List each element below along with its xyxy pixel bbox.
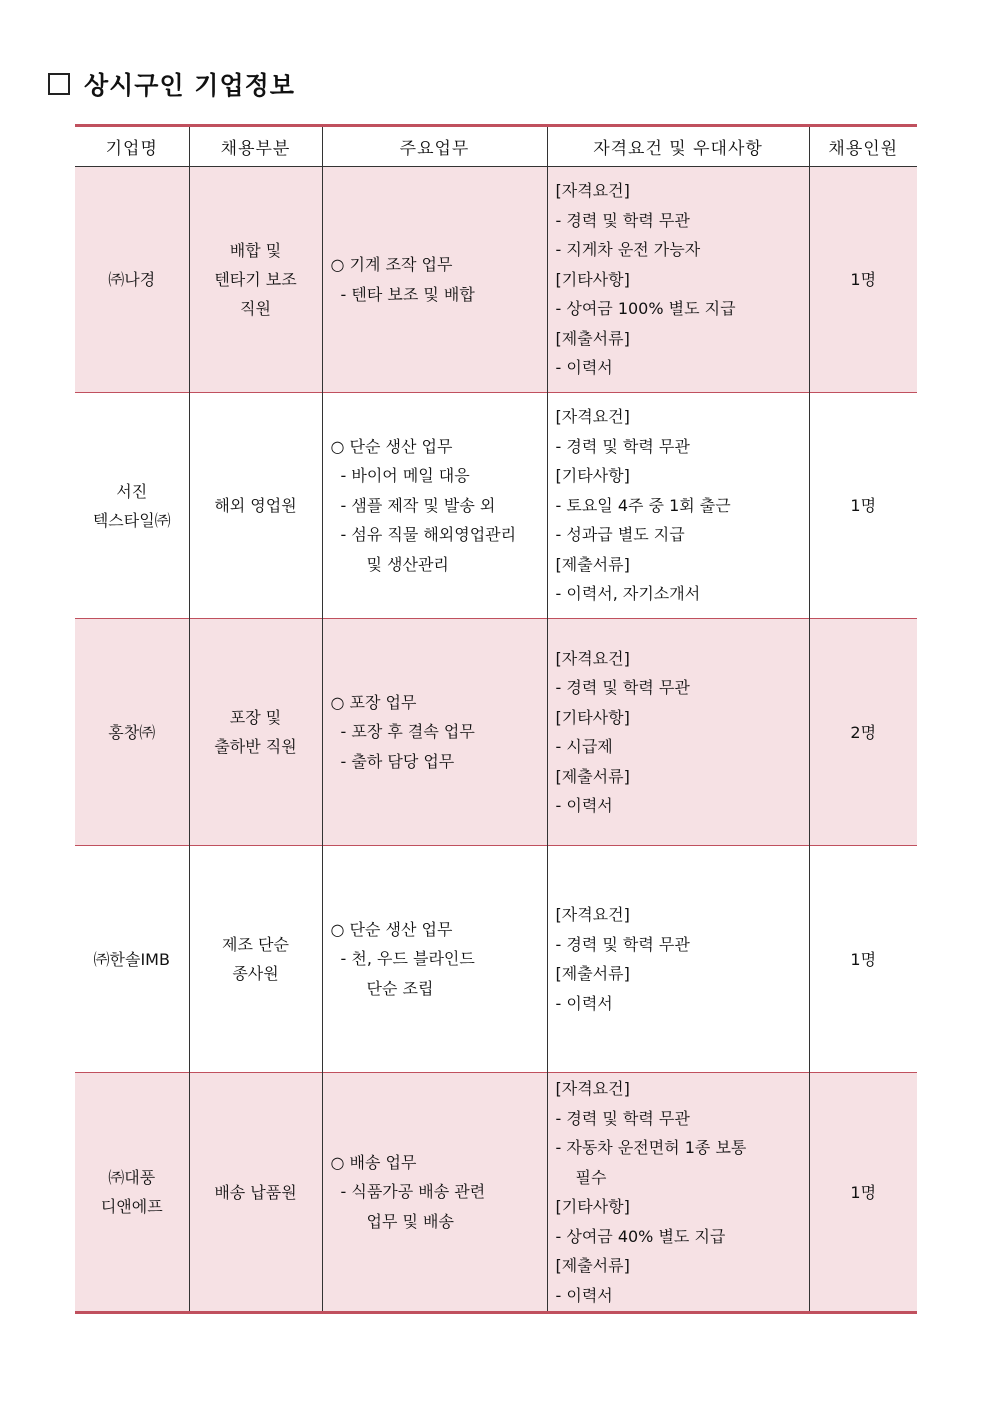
requirements-cell <box>547 619 809 846</box>
position-line: 제조 단순 <box>222 935 289 954</box>
requirement-line: - 이력서 <box>555 358 613 378</box>
count-cell: 1명 <box>809 846 917 1073</box>
requirement-line: - 이력서 <box>555 1285 613 1305</box>
duties-cell <box>322 619 547 846</box>
requirement-line: - 경력 및 학력 무관 <box>555 1108 690 1128</box>
position-cell <box>189 1073 322 1313</box>
page-title <box>48 66 295 102</box>
company-cell <box>75 393 189 619</box>
requirement-line: - 경력 및 학력 무관 <box>555 436 690 456</box>
table-row <box>75 393 917 619</box>
requirement-line: [기타사항] <box>555 466 630 486</box>
requirement-line: - 이력서 <box>555 993 613 1013</box>
requirement-line: [기타사항] <box>555 269 630 289</box>
company-name-line: ㈜대풍 <box>108 1168 156 1187</box>
position-line: 직원 <box>240 299 271 318</box>
duty-line: - 텐타 보조 및 배합 <box>340 284 475 304</box>
position-cell <box>189 619 322 846</box>
requirement-line: - 자동차 운전면허 1종 보통 <box>555 1138 747 1157</box>
company-name-line: 홍창㈜ <box>108 722 156 742</box>
company-cell <box>75 846 189 1073</box>
count-cell: 2명 <box>809 619 917 846</box>
company-name-line: ㈜나경 <box>108 270 156 289</box>
requirement-line: 필수 <box>575 1167 607 1187</box>
requirement-line: - 이력서 <box>555 796 613 815</box>
count-cell: 1명 <box>809 167 917 393</box>
duty-line: - 샘플 제작 및 발송 외 <box>340 495 496 515</box>
duty-line: ○ 포장 업무 <box>330 692 417 712</box>
position-line: 출하반 직원 <box>214 737 297 756</box>
requirements-cell <box>547 846 809 1073</box>
company-name-line: ㈜한솔IMB <box>93 949 170 969</box>
position-line: 해외 영업원 <box>214 496 297 515</box>
company-cell <box>75 167 189 393</box>
duty-line: 및 생산관리 <box>366 554 449 574</box>
company-cell <box>75 1073 189 1313</box>
position-cell <box>189 846 322 1073</box>
requirement-line: [자격요건] <box>555 648 630 668</box>
company-name-line: 텍스타일㈜ <box>92 510 171 530</box>
duty-line: ○ 단순 생산 업무 <box>330 436 453 456</box>
duty-line: ○ 배송 업무 <box>330 1152 417 1172</box>
table-row <box>75 167 917 393</box>
table-row <box>75 1073 917 1313</box>
table-row <box>75 846 917 1073</box>
requirement-line: [자격요건] <box>555 905 630 924</box>
requirement-line: - 토요일 4주 중 1회 출근 <box>555 495 731 515</box>
requirement-line: [제출서류] <box>555 554 630 574</box>
requirements-cell <box>547 393 809 619</box>
position-line: 포장 및 <box>229 708 282 727</box>
duty-line: 업무 및 배송 <box>366 1211 454 1231</box>
requirement-line: [기타사항] <box>555 1197 630 1216</box>
requirement-line: [제출서류] <box>555 766 630 786</box>
requirement-line: [제출서류] <box>555 1256 630 1275</box>
table-header-row <box>75 126 917 167</box>
requirement-line: - 상여금 100% 별도 지급 <box>555 299 736 319</box>
position-line: 배송 납품원 <box>214 1182 297 1202</box>
count-cell: 1명 <box>809 393 917 619</box>
requirement-line: [자격요건] <box>555 181 630 201</box>
position-cell <box>189 167 322 393</box>
duty-line: - 식품가공 배송 관련 <box>340 1182 486 1202</box>
duties-cell <box>322 393 547 619</box>
requirement-line: [제출서류] <box>555 964 630 983</box>
duty-line: ○ 단순 생산 업무 <box>330 919 453 939</box>
header-company: 기업명 <box>75 126 189 167</box>
duties-cell <box>322 167 547 393</box>
header-requirements: 자격요건 및 우대사항 <box>547 126 809 167</box>
duty-line: 단순 조립 <box>366 978 434 998</box>
header-count: 채용인원 <box>809 126 917 167</box>
requirement-line: - 경력 및 학력 무관 <box>555 678 690 697</box>
header-duties: 주요업무 <box>322 126 547 167</box>
page-title-text: 상시구인 기업정보 <box>84 71 295 100</box>
requirement-line: [기타사항] <box>555 707 630 727</box>
requirements-cell <box>547 167 809 393</box>
position-line: 텐타기 보조 <box>214 270 297 289</box>
table-row <box>75 619 917 846</box>
company-name-line: 서진 <box>116 481 148 501</box>
requirements-cell <box>547 1073 809 1313</box>
duty-line: - 섬유 직물 해외영업관리 <box>340 525 517 545</box>
company-name-line: 디앤에프 <box>100 1197 163 1216</box>
count-cell: 1명 <box>809 1073 917 1313</box>
duty-line: - 바이어 메일 대응 <box>340 466 470 486</box>
requirement-line: [자격요건] <box>555 407 630 427</box>
requirement-line: - 시급제 <box>555 737 613 756</box>
requirement-line: - 성과급 별도 지급 <box>555 525 685 545</box>
duty-line: - 천, 우드 블라인드 <box>340 949 475 969</box>
requirement-line: [자격요건] <box>555 1079 630 1098</box>
checkbox-square-icon <box>48 73 70 95</box>
requirement-line: - 이력서, 자기소개서 <box>555 584 701 604</box>
requirement-line: [제출서류] <box>555 328 630 348</box>
company-cell <box>75 619 189 846</box>
requirement-line: - 경력 및 학력 무관 <box>555 210 690 230</box>
duty-line: ○ 기계 조작 업무 <box>330 255 453 274</box>
requirement-line: - 경력 및 학력 무관 <box>555 934 690 954</box>
duties-cell <box>322 846 547 1073</box>
job-listing-table <box>75 124 917 1314</box>
position-cell <box>189 393 322 619</box>
position-line: 배합 및 <box>229 241 282 260</box>
duty-line: - 포장 후 결속 업무 <box>340 722 475 742</box>
position-line: 종사원 <box>232 964 279 983</box>
requirement-line: - 지게차 운전 가능자 <box>555 240 701 260</box>
header-position: 채용부분 <box>189 126 322 167</box>
duty-line: - 출하 담당 업무 <box>340 751 455 771</box>
duties-cell <box>322 1073 547 1313</box>
requirement-line: - 상여금 40% 별도 지급 <box>555 1226 726 1246</box>
